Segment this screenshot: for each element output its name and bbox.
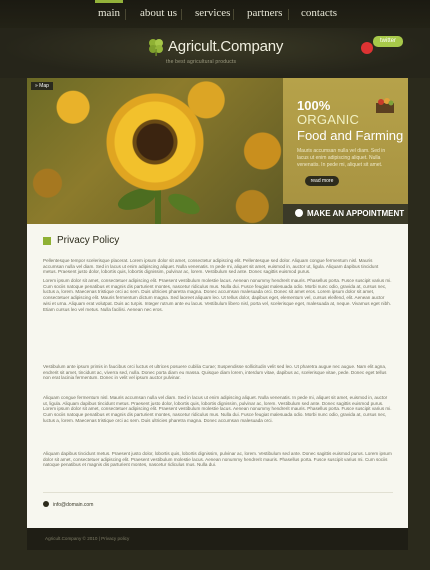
- logo-subtitle: the best agricultural products: [166, 59, 237, 65]
- clover-icon: [146, 38, 166, 56]
- logo-title: Agricult.Company: [168, 38, 284, 55]
- paragraph: Vestibulum ante ipsum primis in faucibus orci luctus et ultrices posuere cubilia Curae; Suspendisse sollicitudin velit sed leo. Ut pharetra augue nec augue. Nam elit agna, endrerit sit amet, tincidunt ac, viverra sed, nulla. Donec porta diam eu massa. Quisque diam lorem, interdum vitae, dapibus ac, scelerisque vitae, pede. Donec eget tellus non erat lacinia fermentum. Donec in velit vel ipsum auctor pulvinar.: [43, 364, 387, 381]
- read-more-button[interactable]: read more: [305, 176, 339, 186]
- nav-separator: [125, 9, 126, 20]
- vegetable-basket-icon: [373, 94, 397, 114]
- promo-organic: ORGANIC: [297, 112, 360, 127]
- email-address: info@domain.com: [53, 502, 94, 508]
- hero-banner: [27, 78, 408, 224]
- promo-text: Mauris accumsan nulla vel diam. Sed in lacus ut enim adipiscing aliquet. Nulla venenatis. In pede mi, aliquet sit amet.: [297, 148, 386, 168]
- page-title: Privacy Policy: [57, 235, 120, 246]
- nav-separator: [233, 9, 234, 20]
- email-icon: [43, 501, 49, 507]
- nav-separator: [181, 9, 182, 20]
- promo-heading: Food and Farming: [297, 128, 404, 143]
- nav-item-contacts[interactable]: contacts: [301, 7, 338, 19]
- heading-bullet-icon: [43, 237, 51, 245]
- divider: [43, 492, 393, 493]
- email-link[interactable]: [43, 501, 93, 508]
- paragraph: Lorem ipsum dolor sit amet, consectetuer adipiscing elit. Praesent vestibulum molestie lacus. Aenean nonummy hendrerit mauris. Phasellus porta. Fusce suscipit varius mi. Cum sociis natoque penatibus et magnis dis parturient montes, nascetur ridiculus mus. Nulla dui. Fusce feugiat malesuada odio. Morbi nunc odio, gravida at, cursus nec, luctus a, lorem. Maecenas tristique orci ac sem. Duis ultricies pharetra magna. Donec accumsan malesuada orci. Donec sit amet eros. Lorem ipsum dolor sit amet, consectetuer adipiscing elit. Mauris fermentum dictum magna. Sed laoreet aliquam leo. Ut tellus dolor, dapibus eget, elementum vel, cursus eleifend, elit. Aenean auctor wisi et urna. Aliquam erat volutpat. Duis ac turpis. Integer rutrum ante eu lacus. Vestibulum libero nisl, porta vel, scelerisque eget, malesuada at, neque. Vivamus eget nibh. Etiam cursus leo vel metus. Nulla facilisi. Aenean nec eros.: [43, 278, 392, 312]
- footer-text[interactable]: Agricult.Company © 2010 | Privacy policy: [45, 536, 130, 541]
- twitter-button[interactable]: twitter: [373, 36, 403, 47]
- twitter-bird-icon[interactable]: [361, 42, 373, 54]
- paragraph: Aliquam congue fermentum nisl. Mauris accumsan nulla vel diam. Sed in lacus ut enim adipiscing aliquet. Nulla venenatis. In pede mi, aliquet sit amet, euismod in, auctor ut, ligula. Aliquam dapibus tincidunt metus. Praesent justo dolor, lobortis quis, lobortis dignissim, pulvinar ac, lorem. Vestibulum sed ante. Donec sagittis euismod purus. Lorem ipsum dolor sit amet, consectetuer adipiscing elit. Praesent vestibulum molestie lacus. Aenean nonummy hendrerit mauris. Phasellus porta. Fusce suscipit varius mi. Cum sociis natoque penatibus et magnis dis parturient montes, nascetur ridiculus mus. Nulla dui. Fusce feugiat malesuada odio. Morbi nunc odio, gravida at, cursus nec, luctus a, lorem. Maecenas tristique orci ac sem. Duis ultricies pharetra magna. Donec accumsan malesuada orci.: [43, 395, 392, 423]
- sunflower-leaf: [165, 190, 203, 219]
- paragraph: Aliquam dapibus tincidunt metus. Praesent justo dolor, lobortis quis, lobortis dignissim, pulvinar ac, lorem. Vestibulum sed ante. Donec sagittis euismod purus. Lorem ipsum dolor sit amet, consectetuer adipiscing elit. Praesent vestibulum molestie lacus. Aenean nonummy hendrerit mauris. Phasellus porta. Fusce suscipit varius mi. Cum sociis natoque penatibus et magnis dis parturient montes, nascetur ridiculus mus. Nulla dui.: [43, 451, 392, 468]
- top-navigation-bar: [0, 0, 430, 28]
- content-area: [27, 224, 408, 528]
- arrow-circle-icon: [295, 209, 303, 217]
- appointment-label: MAKE AN APPOINTMENT: [307, 209, 405, 218]
- sunflower-photo: [27, 78, 283, 224]
- nav-item-main[interactable]: main: [98, 7, 120, 19]
- page-bottom: [0, 550, 430, 570]
- promo-panel: [283, 78, 408, 224]
- paragraph: Pellentesque tempor scelerisque placerat. Lorem ipsum dolor sit amet, consectetur adipiscing elit. Pellentesque sed dolor. Aliquam congue fermentum nisl. Mauris accumsan nulla vel diam. Sed in lacus ut enim adipiscing aliquet. Nulla venenatis. In pede mi, aliquet sit amet, euismod in, auctor ut, ligula. Aliquam dapibus tincidunt metus. Praesent justo dolor, lobortis quis, lobortis dignissim, pulvinar ac, lorem. Vestibulum sed ante. Donec sagittis euismod purus.: [43, 258, 379, 275]
- nav-item-about-us[interactable]: about us: [140, 7, 177, 19]
- sunflower: [105, 92, 205, 192]
- nav-item-partners[interactable]: partners: [247, 7, 283, 19]
- nav-item-services[interactable]: services: [195, 7, 231, 19]
- make-appointment-button[interactable]: [283, 204, 408, 224]
- promo-percent: 100%: [297, 98, 331, 113]
- map-tag[interactable]: » Map: [31, 82, 53, 90]
- footer: [27, 528, 408, 550]
- nav-separator: [288, 9, 289, 20]
